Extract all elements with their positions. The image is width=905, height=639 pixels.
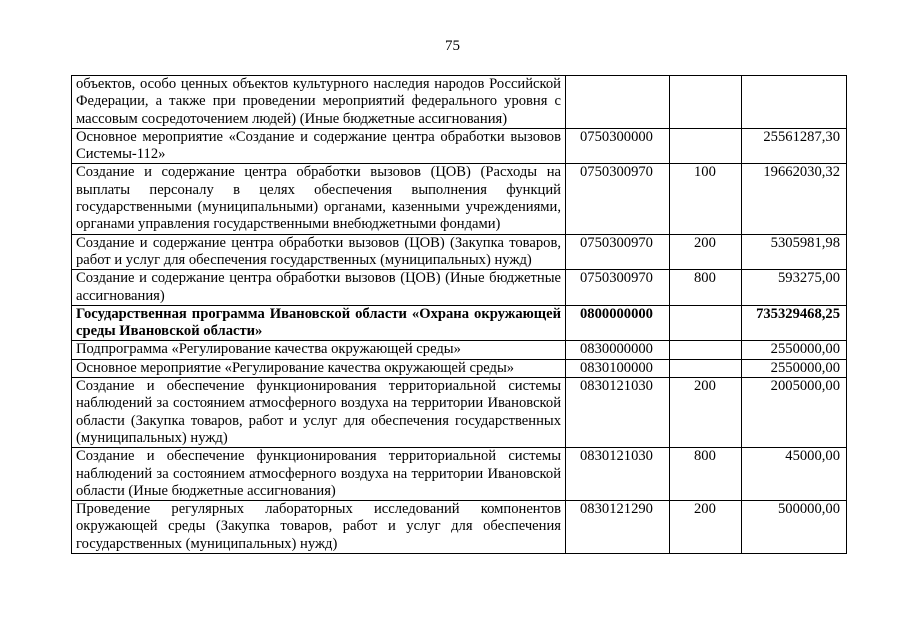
row-description: Создание и содержание центра обработки вызовов (ЦОВ) (Расходы на выплаты персоналу в целях обеспечения выполнения функций государственными (муниципальными) органами, казенными учреждениями, органами управления государственными внебюджетными фондами) bbox=[72, 164, 566, 234]
row-amount: 45000,00 bbox=[742, 448, 847, 501]
row-target-code: 0830121290 bbox=[566, 501, 670, 554]
table-row bbox=[72, 270, 847, 306]
row-expense-type bbox=[670, 359, 742, 377]
row-expense-type: 100 bbox=[670, 164, 742, 234]
table-row bbox=[72, 378, 847, 448]
row-expense-type bbox=[670, 76, 742, 129]
row-amount: 19662030,32 bbox=[742, 164, 847, 234]
row-target-code: 0830100000 bbox=[566, 359, 670, 377]
row-description: Создание и обеспечение функционирования территориальной системы наблюдений за состоянием атмосферного воздуха на территории Ивановской области (Иные бюджетные ассигнования) bbox=[72, 448, 566, 501]
row-amount: 2005000,00 bbox=[742, 378, 847, 448]
row-description: объектов, особо ценных объектов культурного наследия народов Российской Федерации, а также при проведении мероприятий федерального уровня с массовым сосредоточением людей) (Иные бюджетные ассигнования) bbox=[72, 76, 566, 129]
row-target-code: 0750300970 bbox=[566, 234, 670, 270]
row-amount: 735329468,25 bbox=[742, 305, 847, 341]
table-row bbox=[72, 448, 847, 501]
table-row bbox=[72, 76, 847, 129]
row-amount: 5305981,98 bbox=[742, 234, 847, 270]
row-description: Подпрограмма «Регулирование качества окружающей среды» bbox=[72, 341, 566, 359]
row-expense-type bbox=[670, 305, 742, 341]
row-description: Создание и обеспечение функционирования территориальной системы наблюдений за состоянием атмосферного воздуха на территории Ивановской области (Закупка товаров, работ и услуг для обеспечения государственных (муниципальных) нужд) bbox=[72, 378, 566, 448]
table-row-program bbox=[72, 305, 847, 341]
table-row bbox=[72, 359, 847, 377]
row-description: Создание и содержание центра обработки вызовов (ЦОВ) (Иные бюджетные ассигнования) bbox=[72, 270, 566, 306]
budget-table bbox=[71, 75, 847, 554]
row-target-code: 0750300970 bbox=[566, 164, 670, 234]
row-description: Проведение регулярных лабораторных исследований компонентов окружающей среды (Закупка товаров, работ и услуг для обеспечения государственных (муниципальных) нужд) bbox=[72, 501, 566, 554]
row-expense-type: 200 bbox=[670, 378, 742, 448]
row-description: Основное мероприятие «Создание и содержание центра обработки вызовов Системы-112» bbox=[72, 128, 566, 164]
row-expense-type: 800 bbox=[670, 270, 742, 306]
row-expense-type: 800 bbox=[670, 448, 742, 501]
page-number: 75 bbox=[445, 38, 460, 54]
table-row bbox=[72, 234, 847, 270]
row-expense-type: 200 bbox=[670, 234, 742, 270]
row-expense-type bbox=[670, 341, 742, 359]
row-amount: 593275,00 bbox=[742, 270, 847, 306]
row-amount: 500000,00 bbox=[742, 501, 847, 554]
row-amount: 2550000,00 bbox=[742, 359, 847, 377]
row-expense-type: 200 bbox=[670, 501, 742, 554]
row-amount bbox=[742, 76, 847, 129]
row-description: Основное мероприятие «Регулирование качества окружающей среды» bbox=[72, 359, 566, 377]
row-target-code: 0830121030 bbox=[566, 378, 670, 448]
table-row bbox=[72, 128, 847, 164]
budget-table-body bbox=[72, 76, 847, 554]
row-target-code: 0830121030 bbox=[566, 448, 670, 501]
table-row bbox=[72, 501, 847, 554]
table-row bbox=[72, 164, 847, 234]
row-target-code: 0800000000 bbox=[566, 305, 670, 341]
row-description: Государственная программа Ивановской области «Охрана окружающей среды Ивановской области» bbox=[72, 305, 566, 341]
row-target-code bbox=[566, 76, 670, 129]
row-target-code: 0750300000 bbox=[566, 128, 670, 164]
row-amount: 2550000,00 bbox=[742, 341, 847, 359]
row-description: Создание и содержание центра обработки вызовов (ЦОВ) (Закупка товаров, работ и услуг для обеспечения государственных (муниципальных) нужд) bbox=[72, 234, 566, 270]
row-target-code: 0830000000 bbox=[566, 341, 670, 359]
row-target-code: 0750300970 bbox=[566, 270, 670, 306]
table-row bbox=[72, 341, 847, 359]
row-expense-type bbox=[670, 128, 742, 164]
row-amount: 25561287,30 bbox=[742, 128, 847, 164]
